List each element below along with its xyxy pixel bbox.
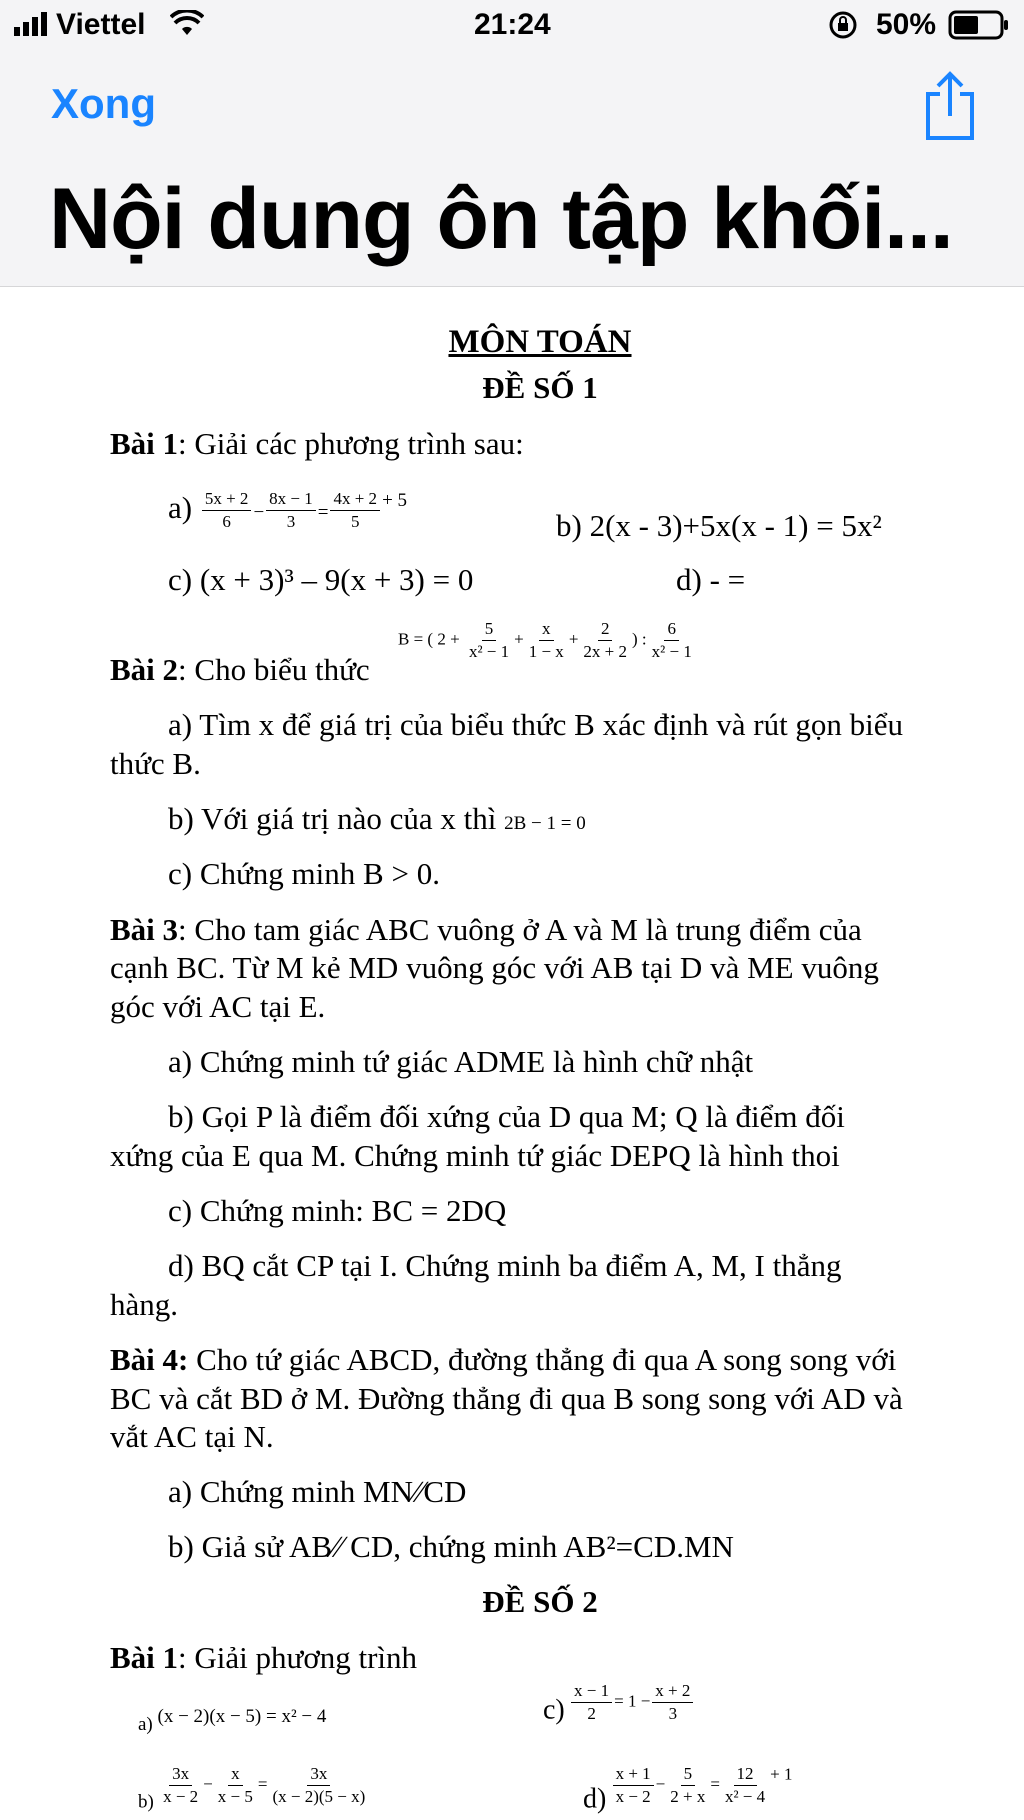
exercise-2a-line1: a) Tìm x để giá trị của biểu thức B xác định và rút gọn biểu	[168, 707, 904, 742]
battery-icon	[948, 10, 1010, 48]
exam2-eq-b: b) $\frac{3x}{x - 2}$ − $\frac{x}{x - 5}$ = $\frac{3x}{(x - 2)(5 - x)}$	[138, 1764, 366, 1813]
exercise-3b-line2: xứng của E qua M. Chứng minh tứ giác DEPQ là hình thoi	[110, 1138, 840, 1173]
wifi-icon	[170, 10, 204, 44]
exercise-1-title: Bài 1: Giải các phương trình sau:	[110, 426, 524, 461]
expression-b: B = ( 2 + $\frac{5}{\text{x² − 1}}$ + $\frac{x}{1 - x}$ + $\frac{2}{2x + 2}$ ) : $\frac{6}{\text{x² − 1}}$	[398, 619, 692, 661]
exercise-3d-line1: d) BQ cắt CP tại I. Chứng minh ba điểm A, M, I thẳng	[168, 1248, 842, 1283]
share-icon[interactable]	[924, 70, 976, 145]
eq-1b: b) 2(x - 3)+5x(x - 1) = 5x²	[556, 508, 882, 543]
orientation-lock-icon	[828, 10, 858, 48]
exercise-4-line1: Bài 4: Cho tứ giác ABCD, đường thẳng đi qua A song song với	[110, 1342, 897, 1377]
clock: 21:24	[474, 8, 551, 41]
signal-icon	[14, 10, 50, 44]
subject-heading: MÔN TOÁN	[448, 324, 632, 360]
exam2-eq-c: c) $\frac{x - 1}{2}$ = 1 − $\frac{x + 2}{3}$	[543, 1680, 695, 1726]
exam-2-heading: ĐỀ SỐ 2	[482, 1584, 598, 1619]
exercise-3-line1: Bài 3: Cho tam giác ABC vuông ở A và M là trung điểm của	[110, 912, 862, 947]
eq-1a: a) $\frac{5x + 2}{6}$ − $\frac{8x - 1}{3}$ = $\frac{4x + 2}{5}$ $^{+ 5}$	[168, 489, 408, 532]
eq-1c: c) (x + 3)³ – 9(x + 3) = 0	[168, 562, 474, 597]
exercise-3-line2: cạnh BC. Từ M kẻ MD vuông góc với AB tại D và ME vuông	[110, 950, 879, 985]
carrier-name: Viettel	[56, 8, 146, 41]
exercise-2a-line2: thức B.	[110, 746, 201, 781]
exam2-exercise-1-title: Bài 1: Giải phương trình	[110, 1640, 418, 1675]
exercise-4-line2: BC và cắt BD ở M. Đường thẳng đi qua B song song với AD và	[110, 1381, 903, 1416]
exercise-3a: a) Chứng minh tứ giác ADME là hình chữ nhật	[168, 1044, 754, 1079]
exercise-2-title: Bài 2: Cho biểu thức	[110, 652, 370, 687]
exam2-eq-a: a) (x − 2)(x − 5) = x² − 4	[138, 1706, 327, 1735]
exercise-4b: b) Giả sử AB∕∕ CD, chứng minh AB²=CD.MN	[168, 1529, 734, 1564]
exercise-2c: c) Chứng minh B > 0.	[168, 856, 440, 891]
exercise-4-line3: vắt AC tại N.	[110, 1419, 274, 1454]
exercise-3d-line2: hàng.	[110, 1287, 179, 1322]
exercise-3c: c) Chứng minh: BC = 2DQ	[168, 1193, 507, 1228]
page-title: Nội dung ôn tập khối...	[49, 171, 953, 267]
exam-1-heading: ĐỀ SỐ 1	[482, 370, 598, 405]
battery-percent: 50%	[876, 8, 937, 41]
exercise-2b: b) Với giá trị nào của x thì 2B − 1 = 0	[168, 801, 586, 836]
eq-1d: d) - =	[676, 562, 746, 597]
done-button[interactable]: Xong	[51, 80, 156, 127]
exercise-3-line3: góc với AC tại E.	[110, 989, 326, 1024]
exercise-3b-line1: b) Gọi P là điểm đối xứng của D qua M; Q là điểm đối	[168, 1099, 845, 1134]
exercise-4a: a) Chứng minh MN∕∕CD	[168, 1474, 467, 1509]
navigation-header	[0, 0, 1024, 287]
exam2-eq-d: d) $\frac{x + 1}{x - 2}$ − $\frac{5}{2 + x}$ = $\frac{12}{\text{x² − 4}}$ + 1	[583, 1764, 793, 1815]
